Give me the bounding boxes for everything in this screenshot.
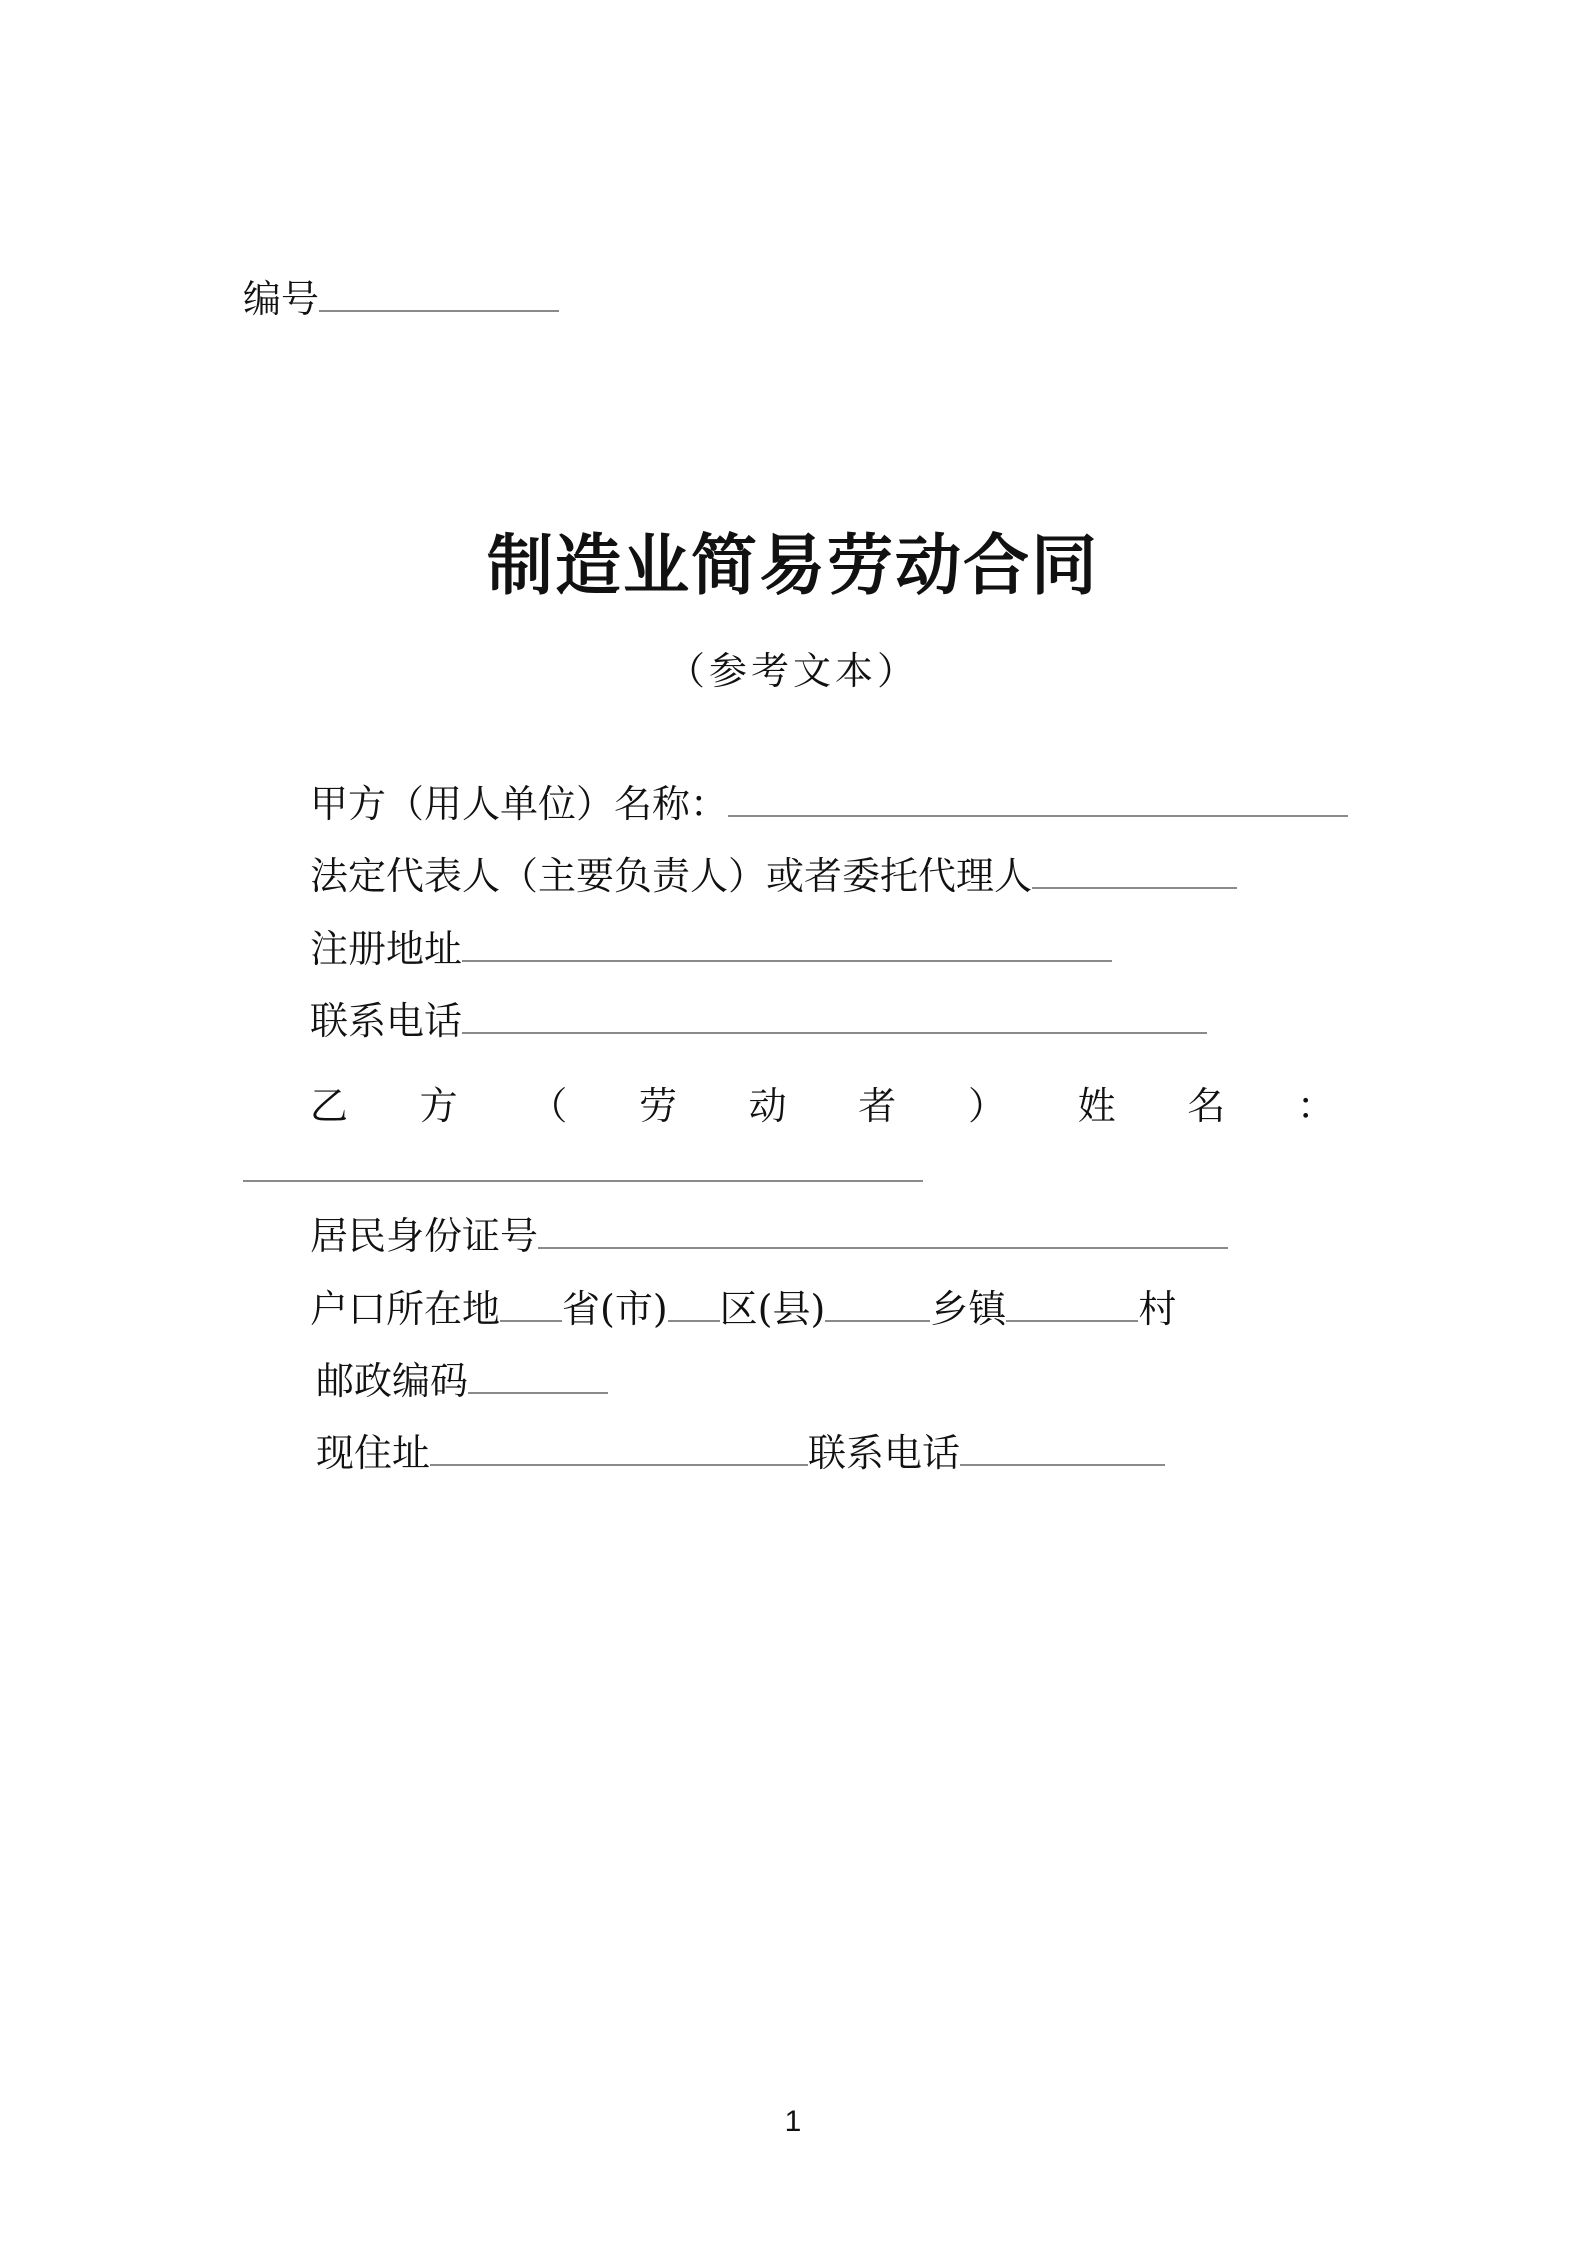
province-label: 省(市)	[562, 1287, 668, 1331]
contract-number-label: 编号	[243, 277, 320, 321]
legal-rep-field	[310, 854, 1237, 898]
postcode-field	[316, 1359, 608, 1403]
id-number-field	[310, 1214, 1228, 1258]
hukou-label: 户口所在地	[310, 1287, 501, 1331]
registered-address-label: 注册地址	[310, 927, 463, 971]
current-address-field	[316, 1431, 1165, 1475]
party-a-name-label: 甲方（用人单位）名称：	[310, 782, 729, 826]
party-b-char: 方	[419, 1084, 458, 1128]
party-b-char: 劳	[638, 1084, 677, 1128]
party-b-char: 姓	[1077, 1084, 1116, 1128]
current-address-label: 现住址	[316, 1431, 431, 1475]
party-a-name-blank[interactable]	[728, 815, 1348, 817]
page-number: 1	[784, 2105, 802, 2138]
party-b-char: 名	[1187, 1084, 1226, 1128]
id-number-blank[interactable]	[538, 1247, 1228, 1249]
registered-address-blank[interactable]	[462, 960, 1112, 962]
party-b-phone-blank[interactable]	[960, 1464, 1165, 1466]
party-b-char: 乙	[310, 1084, 349, 1128]
party-a-phone-field	[310, 999, 1207, 1043]
id-number-label: 居民身份证号	[310, 1214, 539, 1258]
hukou-province-blank[interactable]	[500, 1320, 562, 1322]
party-b-char: （	[529, 1084, 568, 1128]
postcode-label: 邮政编码	[316, 1359, 469, 1403]
current-address-blank[interactable]	[430, 1464, 808, 1466]
party-b-name-label	[310, 1075, 1335, 1130]
postcode-blank[interactable]	[468, 1392, 608, 1394]
hukou-district-blank[interactable]	[668, 1320, 720, 1322]
party-a-phone-label: 联系电话	[310, 999, 463, 1043]
contract-number-blank[interactable]	[319, 310, 559, 312]
registered-address-field	[310, 927, 1112, 971]
party-a-name-field	[310, 782, 1348, 826]
village-label: 村	[1138, 1287, 1177, 1331]
party-a-phone-blank[interactable]	[462, 1032, 1207, 1034]
contract-number-field	[243, 277, 559, 321]
town-label: 乡镇	[930, 1287, 1007, 1331]
party-b-char: ：	[1296, 1084, 1335, 1128]
hukou-town-blank[interactable]	[825, 1320, 930, 1322]
hukou-village-blank[interactable]	[1006, 1320, 1138, 1322]
party-b-char: 动	[748, 1084, 787, 1128]
party-b-char: 者	[858, 1084, 897, 1128]
party-b-char: ）	[967, 1084, 1006, 1128]
document-title: 制造业简易劳动合同	[487, 527, 1099, 604]
hukou-field	[310, 1287, 1177, 1331]
district-label: 区(县)	[719, 1287, 826, 1331]
legal-rep-label: 法定代表人（主要负责人）或者委托代理人	[310, 854, 1033, 898]
legal-rep-blank[interactable]	[1032, 887, 1237, 889]
party-b-phone-label: 联系电话	[808, 1431, 961, 1475]
party-b-name-blank[interactable]	[243, 1180, 923, 1182]
document-subtitle: （参考文本）	[666, 649, 919, 693]
